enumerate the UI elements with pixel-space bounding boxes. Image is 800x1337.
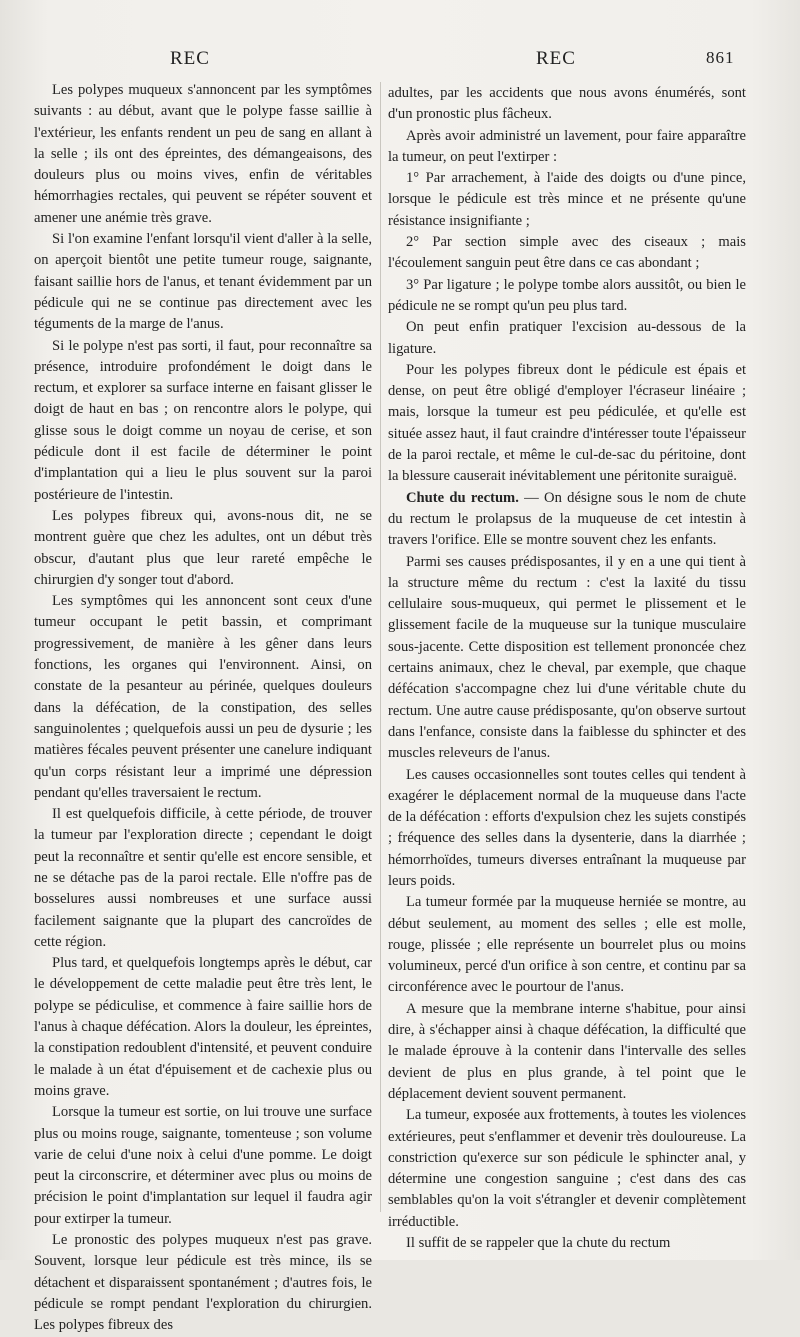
paragraph: Après avoir administré un lavement, pour faire apparaître la tumeur, on peut l'extirper :: [388, 127, 746, 165]
right-column: [388, 83, 746, 1254]
list-item: 3° Par ligature ; le polype tombe alors aussitôt, ou bien le pédicule ne se rompt qu'un peu plus tard.: [388, 276, 746, 314]
left-column: [34, 80, 372, 1337]
paragraph: Les symptômes qui les annoncent sont ceux d'une tumeur occupant le petit bassin, et comprimant progressivement, de manière à les gêner dans leurs fonctions, les organes qui l'environnent. Ainsi, on constate de la pesanteur au périnée, quelques douleurs dans la défécation, de la constipation, des selles sanguinolentes ; quelquefois aussi un peu de dysurie ; les matières fécales peuvent présenter une canelure indiquant qu'un corps résistant leur a imprimé une dépression pendant qu'elles traversaient le rectum.: [34, 593, 372, 801]
column-divider: [380, 82, 381, 1212]
paragraph: Il est quelquefois difficile, à cette période, de trouver la tumeur par l'exploration directe ; cependant le doigt peut la reconnaître et sentir qu'elle est encore sensible, et ne se détache pas de la paroi rectale. Elle n'offre pas de bosselures aussi nombreuses et une surface aussi facilement saignante que la plupart des cancroïdes de cette région.: [34, 806, 372, 950]
section-paragraph: [388, 488, 746, 552]
running-head: [0, 40, 800, 70]
paragraph: Lorsque la tumeur est sortie, on lui trouve une surface plus ou moins rouge, saignante, tomenteuse ; son volume varie de celui d'une noix à celui d'une pomme. Le doigt peut la circonscrire, et déterminer avec plus ou moins de précision le point d'implantation sur lequel il faudra agir pour extirper la tumeur.: [34, 1104, 372, 1227]
extraction-methods-list: [388, 168, 746, 317]
running-head-center: REC: [536, 48, 576, 69]
paragraph: Les causes occasionnelles sont toutes celles qui tendent à exagérer le déplacement normal de la muqueuse dans l'acte de la défécation : efforts d'expulsion chez les sujets constipés ; fréquence des selles dans la dysenterie, dans la diarrhée ; hémorrhoïdes, tumeurs diverses entraînant la muqueuse par leurs poids.: [388, 766, 746, 889]
paragraph: Si le polype n'est pas sorti, il faut, pour reconnaître sa présence, introduire profondément le doigt dans le rectum, et explorer sa surface interne en faisant glisser le doigt de haut en bas ; on rencontre alors le polype, qui glisse sous le doigt comme un noyau de cerise, et son pédicule dont il est facile de déterminer le point d'implantation qui a lieu le plus souvent sur la paroi postérieure de l'intestin.: [34, 337, 372, 503]
list-item: 1° Par arrachement, à l'aide des doigts ou d'une pince, lorsque le pédicule est très mince et ne présente qu'une résistance insignifiante ;: [388, 170, 746, 229]
paragraph: Si l'on examine l'enfant lorsqu'il vient d'aller à la selle, on aperçoit bientôt une petite tumeur rouge, saignante, faisant saillie hors de l'anus, et tenant évidemment par un pédicule qui ne se continue pas directement avec les téguments de la marge de l'anus.: [34, 231, 372, 333]
paragraph: Les polypes fibreux qui, avons-nous dit, ne se montrent guère que chez les adultes, ont un début très obscur, d'autant plus que leur rareté empêche le chirurgien d'y songer tout d'abord.: [34, 507, 372, 588]
paragraph: A mesure que la membrane interne s'habitue, pour ainsi dire, à s'échapper ainsi à chaque défécation, la difficulté que le malade éprouve à la contenir dans l'intervalle des selles devient de plus en plus grande, à tel point que le déplacement devient souvent permanent.: [388, 1000, 746, 1102]
section-intro: — On désigne sous le nom de chute du rectum le prolapsus de la muqueuse de cet intestin à travers l'orifice. Elle se montre souvent chez les enfants.: [388, 489, 746, 549]
running-head-left: REC: [170, 48, 210, 69]
paragraph: Il suffit de se rappeler que la chute du rectum: [406, 1235, 671, 1252]
paragraph: La tumeur, exposée aux frottements, à toutes les violences extérieures, peut s'enflammer et devenir très douloureuse. La constriction qu'exerce sur son pédicule le sphincter anal, y détermine une congestion sanguine ; c'est dans des cas semblables qu'on la voit s'étrangler et devenir complètement irréductible.: [388, 1107, 746, 1230]
paragraph: adultes, par les accidents que nous avons énumérés, sont d'un pronostic plus fâcheux.: [388, 85, 746, 123]
paragraph: On peut enfin pratiquer l'excision au-dessous de la ligature.: [388, 319, 746, 357]
paragraph: Le pronostic des polypes muqueux n'est pas grave. Souvent, lorsque leur pédicule est très mince, ils se détachent et disparaissent spontanément ; d'autres fois, le pédicule se rompt pendant l'exploration du chirurgien. Les polypes fibreux des: [34, 1232, 372, 1334]
list-item: 2° Par section simple avec des ciseaux ; mais l'écoulement sanguin peut être dans ce cas abondant ;: [388, 234, 746, 272]
section-term: Chute du rectum.: [406, 489, 519, 506]
page-number: 861: [706, 48, 735, 67]
paragraph: Pour les polypes fibreux dont le pédicule est épais et dense, on peut être obligé d'employer l'écraseur linéaire ; mais, lorsque la tumeur est peu pédiculée, et qu'elle est située assez haut, il faut craindre d'intéresser toute l'épaisseur de la paroi rectale, et même le cul-de-sac du péritoine, dont la blessure causerait inévitablement une péritonite suraiguë.: [388, 361, 746, 485]
paragraph: Plus tard, et quelquefois longtemps après le début, car le développement de cette maladie peut être très lent, le polype se pédiculise, et commence à faire saillie hors de l'anus à chaque défécation. Alors la douleur, les épreintes, la constipation redoublent d'intensité, et peuvent conduire le malade à un état d'épuisement et de cachexie plus ou moins grave.: [34, 955, 372, 1099]
paragraph: Parmi ses causes prédisposantes, il y en a une qui tient à la structure même du rectum : c'est la laxité du tissu cellulaire sous-muqueux, qui permet le plissement et le glissement facile de la muqueuse sur la tunique musculaire sous-jacente. Cette disposition est tellement prononcée chez certains animaux, chez le cheval, par exemple, que chaque défécation s'accompagne chez lui d'une véritable chute du rectum. Une autre cause prédisposante, qu'on observe surtout dans l'enfance, consiste dans la faiblesse du sphincter et des muscles releveurs de l'anus.: [388, 553, 746, 762]
paragraph: Les polypes muqueux s'annoncent par les symptômes suivants : au début, avant que le polype fasse saillie à l'extérieur, les enfants rendent un peu de sang en allant à la selle ; ils ont des épreintes, des démangeaisons, des douleurs plus ou moins vives, enfin de véritables hémorrhagies rectales, qui peuvent se répéter souvent et amener une anémie très grave.: [34, 82, 372, 226]
paragraph: La tumeur formée par la muqueuse herniée se montre, au début seulement, au moment des selles ; elle est molle, rouge, plissée ; elle représente un bourrelet plus ou moins volumineux, percé d'un orifice à son centre, et continu par sa circonférence avec le pourtour de l'anus.: [388, 894, 746, 996]
